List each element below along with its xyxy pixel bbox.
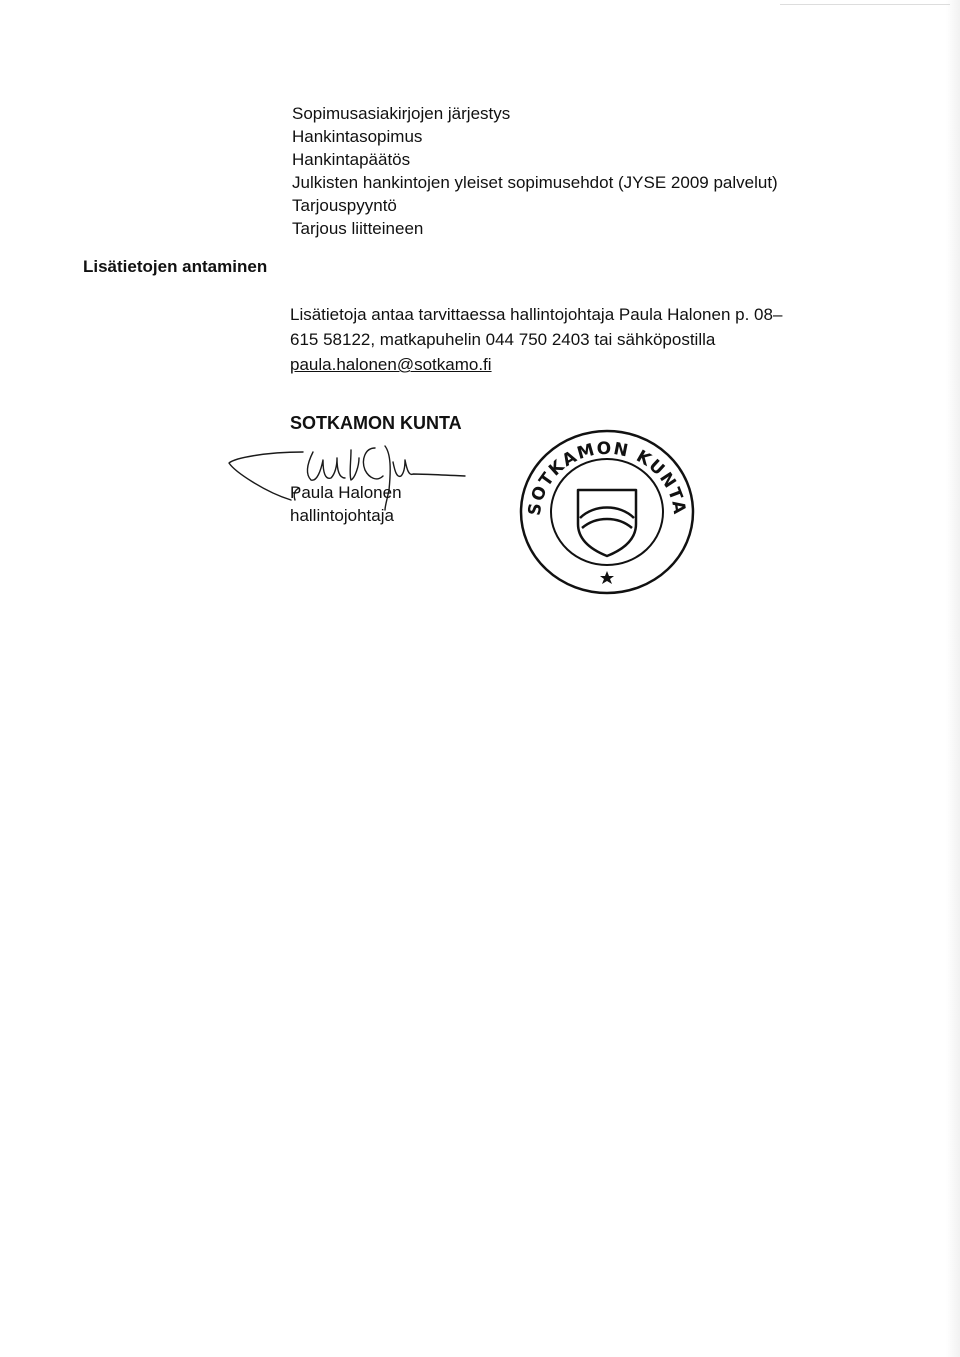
stamp-star-icon (600, 571, 614, 584)
document-order-item: Hankintapäätös (292, 150, 411, 169)
scan-artifact-line (780, 4, 950, 5)
stamp-text: SOTKAMON KUNTA (524, 438, 690, 517)
document-order-item: Hankintasopimus (292, 127, 423, 146)
document-order-item: Julkisten hankintojen yleiset sopimusehdot (JYSE 2009 palvelut) (292, 173, 778, 192)
section-heading-additional-info: Lisätietojen antaminen (83, 257, 268, 276)
signer-name: Paula Halonen (290, 483, 402, 502)
stamp-inner-ring (551, 459, 663, 565)
email-link[interactable]: paula.halonen@sotkamo.fi (290, 355, 492, 374)
organization-name: SOTKAMON KUNTA (290, 413, 462, 433)
document-order-list (292, 102, 778, 240)
document-order-item: Tarjous liitteineen (292, 219, 424, 238)
document-order-item: Tarjouspyyntö (292, 196, 397, 215)
signer-title: hallintojohtaja (290, 506, 394, 525)
info-line-3 (290, 352, 890, 377)
scan-edge-shadow (946, 0, 960, 1357)
additional-info-paragraph (290, 302, 890, 377)
info-line-2: 615 58122, matkapuhelin 044 750 2403 tai sähköpostilla (290, 330, 716, 349)
info-line-1: Lisätietoja antaa tarvittaessa hallintojohtaja Paula Halonen p. 08– (290, 305, 783, 324)
document-order-item: Sopimusasiakirjojen järjestys (292, 104, 511, 123)
municipal-stamp (518, 428, 696, 596)
coat-of-arms-icon (578, 490, 636, 556)
